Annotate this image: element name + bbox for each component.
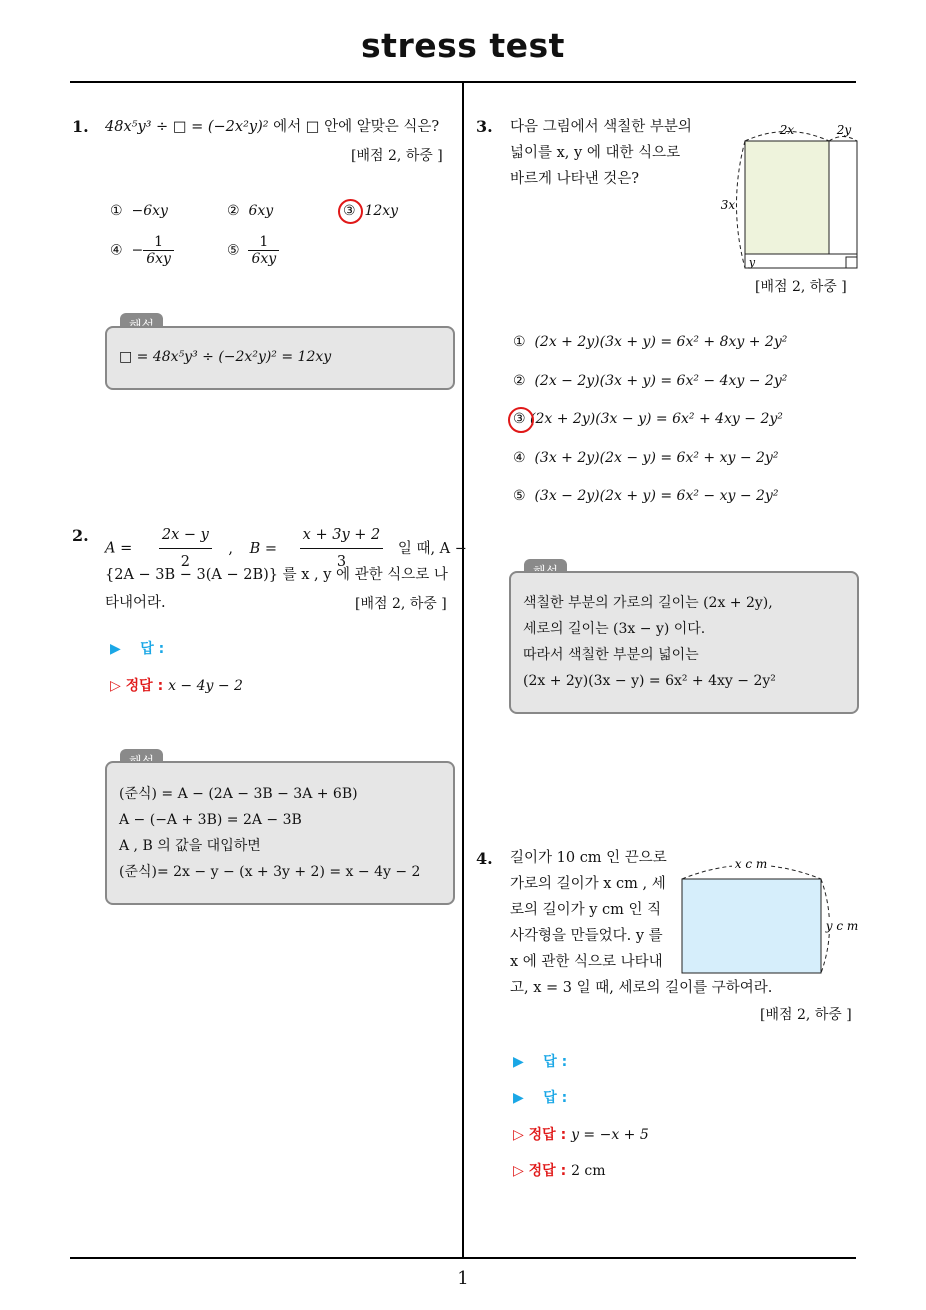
q3-option-mark: ① <box>513 334 526 350</box>
q1-option-sign: − <box>131 242 144 259</box>
q4-rectangle <box>682 879 821 973</box>
q3-solution-line: 따라서 색칠한 부분의 넓이는 <box>523 647 699 663</box>
q2-number: 2. <box>72 526 89 545</box>
q2-score: [배점 2, 하중 ] <box>355 596 447 612</box>
q3-number: 3. <box>476 117 493 136</box>
q2-solution-box <box>105 761 455 905</box>
q3-figure-label-top-left: 2x <box>779 123 795 137</box>
q3-option-text: (3x − 2y)(2x + y) = 6x² − xy − 2y² <box>534 488 779 504</box>
q4-correct-row-1 <box>513 1124 649 1144</box>
q1-option-mark: ② <box>227 203 240 219</box>
q4-figure-label-top: x c m <box>734 857 768 871</box>
q2-b-label: B = <box>249 540 278 557</box>
q1-option-denominator: 6xy <box>146 251 171 267</box>
q4-correct-row-2 <box>513 1160 606 1180</box>
q3-solution-line: (2x + 2y)(3x − y) = 6x² + 4xy − 2y² <box>523 673 776 689</box>
play-icon: ▶ <box>110 641 121 657</box>
q1-number: 1. <box>72 117 89 136</box>
q2-a-label: A = <box>105 540 133 557</box>
q3-option-mark: ⑤ <box>513 488 526 504</box>
q2-solution-line: (준식) = A − (2A − 3B − 3A + 6B) <box>119 786 358 802</box>
q4-answer-label: 답 : <box>543 1090 568 1106</box>
q1-option-1[interactable] <box>110 203 168 219</box>
q3-option-text: (2x − 2y)(3x + y) = 6x² − 4xy − 2y² <box>534 373 788 389</box>
q1-option-denominator: 6xy <box>251 251 277 267</box>
q3-option-1[interactable] <box>513 334 787 350</box>
q2-solution-line: A , B 의 값을 대입하면 <box>119 838 261 854</box>
q4-correct-value: y = −x + 5 <box>571 1127 649 1143</box>
q3-option-text: (2x + 2y)(3x + y) = 6x² + 8xy + 2y² <box>534 334 788 350</box>
q2-b-denominator: 3 <box>336 554 347 570</box>
q3-option-5[interactable] <box>513 488 778 504</box>
q2-b-numerator: x + 3y + 2 <box>300 522 384 549</box>
footer-rule <box>70 1257 856 1259</box>
q3-option-mark: ④ <box>513 450 526 466</box>
q3-option-text: (2x + 2y)(3x − y) = 6x² + 4xy − 2y² <box>530 411 783 427</box>
q2-solution-line: (준식)= 2x − y − (x + 3y + 2) = x − 4y − 2 <box>119 864 421 880</box>
q3-option-2[interactable] <box>513 373 787 389</box>
q1-solution-box <box>105 326 455 390</box>
q2-a-numerator: 2x − y <box>159 522 212 549</box>
q2-answer-label: 답 : <box>140 641 165 657</box>
q1-option-mark: ⑤ <box>227 242 240 259</box>
q3-solution-line: 세로의 길이는 (3x − y) 이다. <box>523 621 706 637</box>
q3-stem-line: 다음 그림에서 색칠한 부분의 <box>510 119 692 135</box>
q2-correct-value: x − 4y − 2 <box>168 678 243 694</box>
q1-stem-math: 48x⁵y³ ÷ □ = (−2x²y)² <box>105 119 269 135</box>
q3-option-text: (3x + 2y)(2x − y) = 6x² + xy − 2y² <box>534 450 779 466</box>
q2-correct-row <box>110 675 243 695</box>
q4-stem-line: 로의 길이가 y cm 인 직 <box>510 902 662 918</box>
q3-option-mark: ③ <box>513 411 526 427</box>
q3-figure-label-bottom: y <box>748 256 756 269</box>
q4-stem-line: x 에 관한 식으로 나타내 <box>510 954 663 970</box>
q4-stem-line: 고, x = 3 일 때, 세로의 길이를 구하여라. <box>510 980 773 996</box>
play-icon: ▶ <box>513 1054 524 1070</box>
q3-shaded-region <box>745 141 829 254</box>
q1-option-mark: ④ <box>110 242 123 259</box>
q3-selected-circle <box>508 407 534 433</box>
q3-stem-line: 바르게 나타낸 것은? <box>510 171 640 187</box>
q3-option-mark: ② <box>513 373 526 389</box>
q4-answer-label: 답 : <box>543 1054 568 1070</box>
q4-correct-value: 2 cm <box>571 1163 606 1179</box>
q4-answer-row-2[interactable] <box>513 1087 567 1107</box>
play-outline-icon: ▷ <box>513 1127 524 1143</box>
q3-right-strip <box>829 141 857 254</box>
q1-option-text: −6xy <box>131 203 168 219</box>
q4-figure-label-right: y c m <box>825 919 859 933</box>
q2-answer-row[interactable] <box>110 638 164 658</box>
q4-stem-line: 가로의 길이가 x cm , 세 <box>510 876 666 892</box>
q3-score: [배점 2, 하중 ] <box>755 279 847 295</box>
q1-option-text: 12xy <box>364 203 399 219</box>
q1-option-4[interactable] <box>110 234 174 267</box>
q1-option-mark: ① <box>110 203 123 219</box>
q4-figure <box>676 855 860 980</box>
q2-solution-line: A − (−A + 3B) = 2A − 3B <box>119 812 302 828</box>
q3-solution-box <box>509 571 859 714</box>
q1-selected-circle <box>338 199 363 224</box>
q1-option-2[interactable] <box>227 203 273 219</box>
q4-number: 4. <box>476 849 493 868</box>
q4-stem-line: 길이가 10 cm 인 끈으로 <box>510 850 667 866</box>
q4-correct-label: 정답 : <box>528 1127 567 1143</box>
q1-option-5[interactable] <box>227 234 279 267</box>
q3-solution-line: 색칠한 부분의 가로의 길이는 (2x + 2y), <box>523 595 773 611</box>
q1-option-mark: ③ <box>343 203 356 219</box>
q1-stem <box>105 114 439 140</box>
q4-stem-line: 사각형을 만들었다. y 를 <box>510 928 663 944</box>
column-divider <box>462 82 464 1258</box>
q1-option-numerator: 1 <box>248 234 279 251</box>
q4-correct-label: 정답 : <box>528 1163 567 1179</box>
page-title: stress test <box>361 26 565 65</box>
q2-comma: , <box>228 540 234 557</box>
q2-a-denominator: 2 <box>180 554 190 570</box>
q3-option-3[interactable] <box>513 411 783 427</box>
play-outline-icon: ▷ <box>513 1163 524 1179</box>
q1-option-text: 6xy <box>248 203 274 219</box>
page-number: 1 <box>457 1268 469 1289</box>
q1-stem-text: 에서 □ 안에 알맞은 식은? <box>268 119 440 135</box>
play-icon: ▶ <box>513 1090 524 1106</box>
q2-line1-tail: 일 때, A − <box>397 540 467 557</box>
play-outline-icon: ▷ <box>110 678 121 694</box>
q3-figure <box>718 120 862 275</box>
q3-stem-line: 넓이를 x, y 에 대한 식으로 <box>510 145 681 161</box>
q3-option-4[interactable] <box>513 450 778 466</box>
q1-score: [배점 2, 하중 ] <box>351 148 443 164</box>
q4-answer-row-1[interactable] <box>513 1051 567 1071</box>
q3-figure-label-top-right: 2y <box>836 123 852 137</box>
q3-bottom-strip <box>745 254 857 268</box>
q3-stem <box>510 114 692 192</box>
q2-line3: 타내어라. <box>105 595 166 611</box>
q4-score: [배점 2, 하중 ] <box>760 1007 852 1023</box>
q1-option-numerator: 1 <box>143 234 174 251</box>
q3-figure-label-left: 3x <box>720 198 736 212</box>
q1-solution-line: □ = 48x⁵y³ ÷ (−2x²y)² = 12xy <box>119 349 332 365</box>
q2-line2: {2A − 3B − 3(A − 2B)} 를 x , y 에 관한 식으로 나 <box>105 567 448 583</box>
q2-correct-label: 정답 : <box>125 678 164 694</box>
